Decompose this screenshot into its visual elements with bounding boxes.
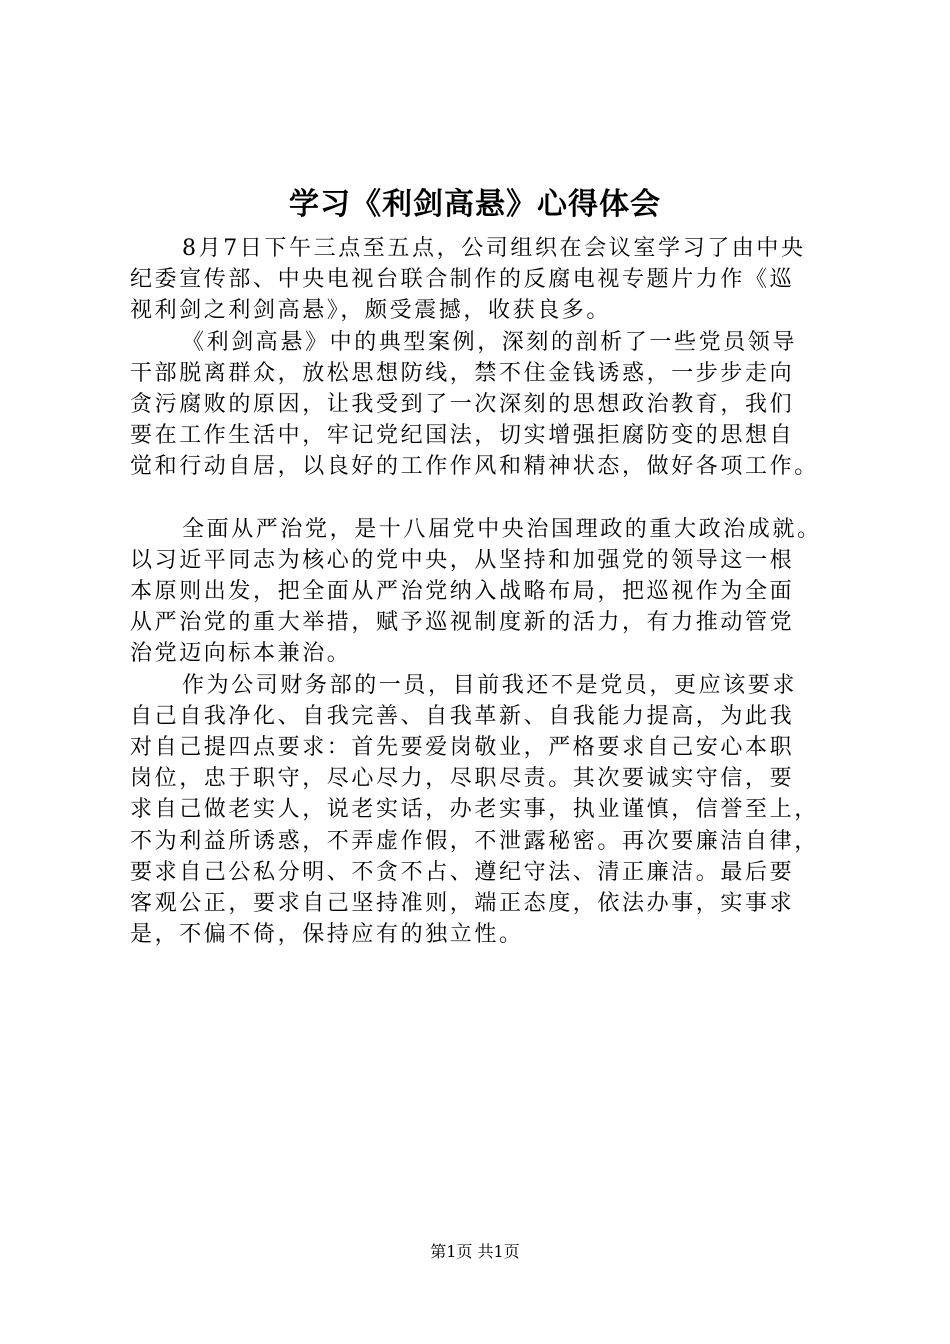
paragraph-line: 干部脱离群众，放松思想防线，禁不住金钱诱惑，一步步走向 xyxy=(130,360,795,386)
paragraph-line: 治党迈向标本兼治。 xyxy=(130,641,352,667)
paragraph-2 xyxy=(130,327,830,483)
paragraph-4 xyxy=(130,670,830,951)
paragraph-line: 求自己做老实人，说老实话，办老实事，执业谨慎，信誉至上， xyxy=(130,797,819,823)
paragraph-spacer xyxy=(130,483,830,514)
document-body xyxy=(130,233,830,950)
paragraph-line: 要求自己公私分明、不贪不占、遵纪守法、清正廉洁。最后要 xyxy=(130,859,795,885)
paragraph-3 xyxy=(130,514,830,670)
paragraph-line: 要在工作生活中，牢记党纪国法，切实增强拒腐防变的思想自 xyxy=(130,423,795,449)
paragraph-line: 8月7日下午三点至五点，公司组织在会议室学习了由中央 xyxy=(182,236,806,261)
paragraph-line: 自己自我净化、自我完善、自我革新、自我能力提高，为此我 xyxy=(130,703,795,729)
paragraph-line: 《利剑高悬》中的典型案例，深刻的剖析了一些党员领导 xyxy=(182,329,798,355)
paragraph-line: 从严治党的重大举措，赋予巡视制度新的活力，有力推动管党 xyxy=(130,610,795,636)
paragraph-line: 是，不偏不倚，保持应有的独立性。 xyxy=(130,922,524,948)
paragraph-line: 全面从严治党，是十八届党中央治国理政的重大政治成就。 xyxy=(182,516,822,542)
paragraph-line: 视利剑之利剑高悬》，颇受震撼，收获良多。 xyxy=(130,298,612,324)
paragraph-1 xyxy=(130,233,830,327)
paragraph-line: 对自己提四点要求：首先要爱岗敬业，严格要求自己安心本职 xyxy=(130,735,795,760)
paragraph-line: 不为利益所诱惑，不弄虚作假，不泄露秘密。再次要廉洁自律， xyxy=(130,828,819,854)
paragraph-line: 岗位，忠于职守，尽心尽力，尽职尽责。其次要诚实守信，要 xyxy=(130,766,795,792)
paragraph-line: 作为公司财务部的一员，目前我还不是党员，更应该要求 xyxy=(182,672,798,698)
paragraph-line: 本原则出发，把全面从严治党纳入战略布局，把巡视作为全面 xyxy=(130,579,795,605)
paragraph-line: 贪污腐败的原因，让我受到了一次深刻的思想政治教育，我们 xyxy=(130,391,795,417)
paragraph-line: 觉和行动自居，以良好的工作作风和精神状态，做好各项工作。 xyxy=(130,454,819,480)
page-title: 学习《利剑高悬》心得体会 xyxy=(289,187,661,222)
paragraph-line: 以习近平同志为核心的党中央，从坚持和加强党的领导这一根 xyxy=(130,547,795,573)
page-footer: 第1页 共1页 xyxy=(430,1242,520,1261)
paragraph-line: 纪委宣传部、中央电视台联合制作的反腐电视专题片力作《巡 xyxy=(130,267,795,293)
paragraph-line: 客观公正，要求自己坚持准则，端正态度，依法办事，实事求 xyxy=(130,890,795,916)
